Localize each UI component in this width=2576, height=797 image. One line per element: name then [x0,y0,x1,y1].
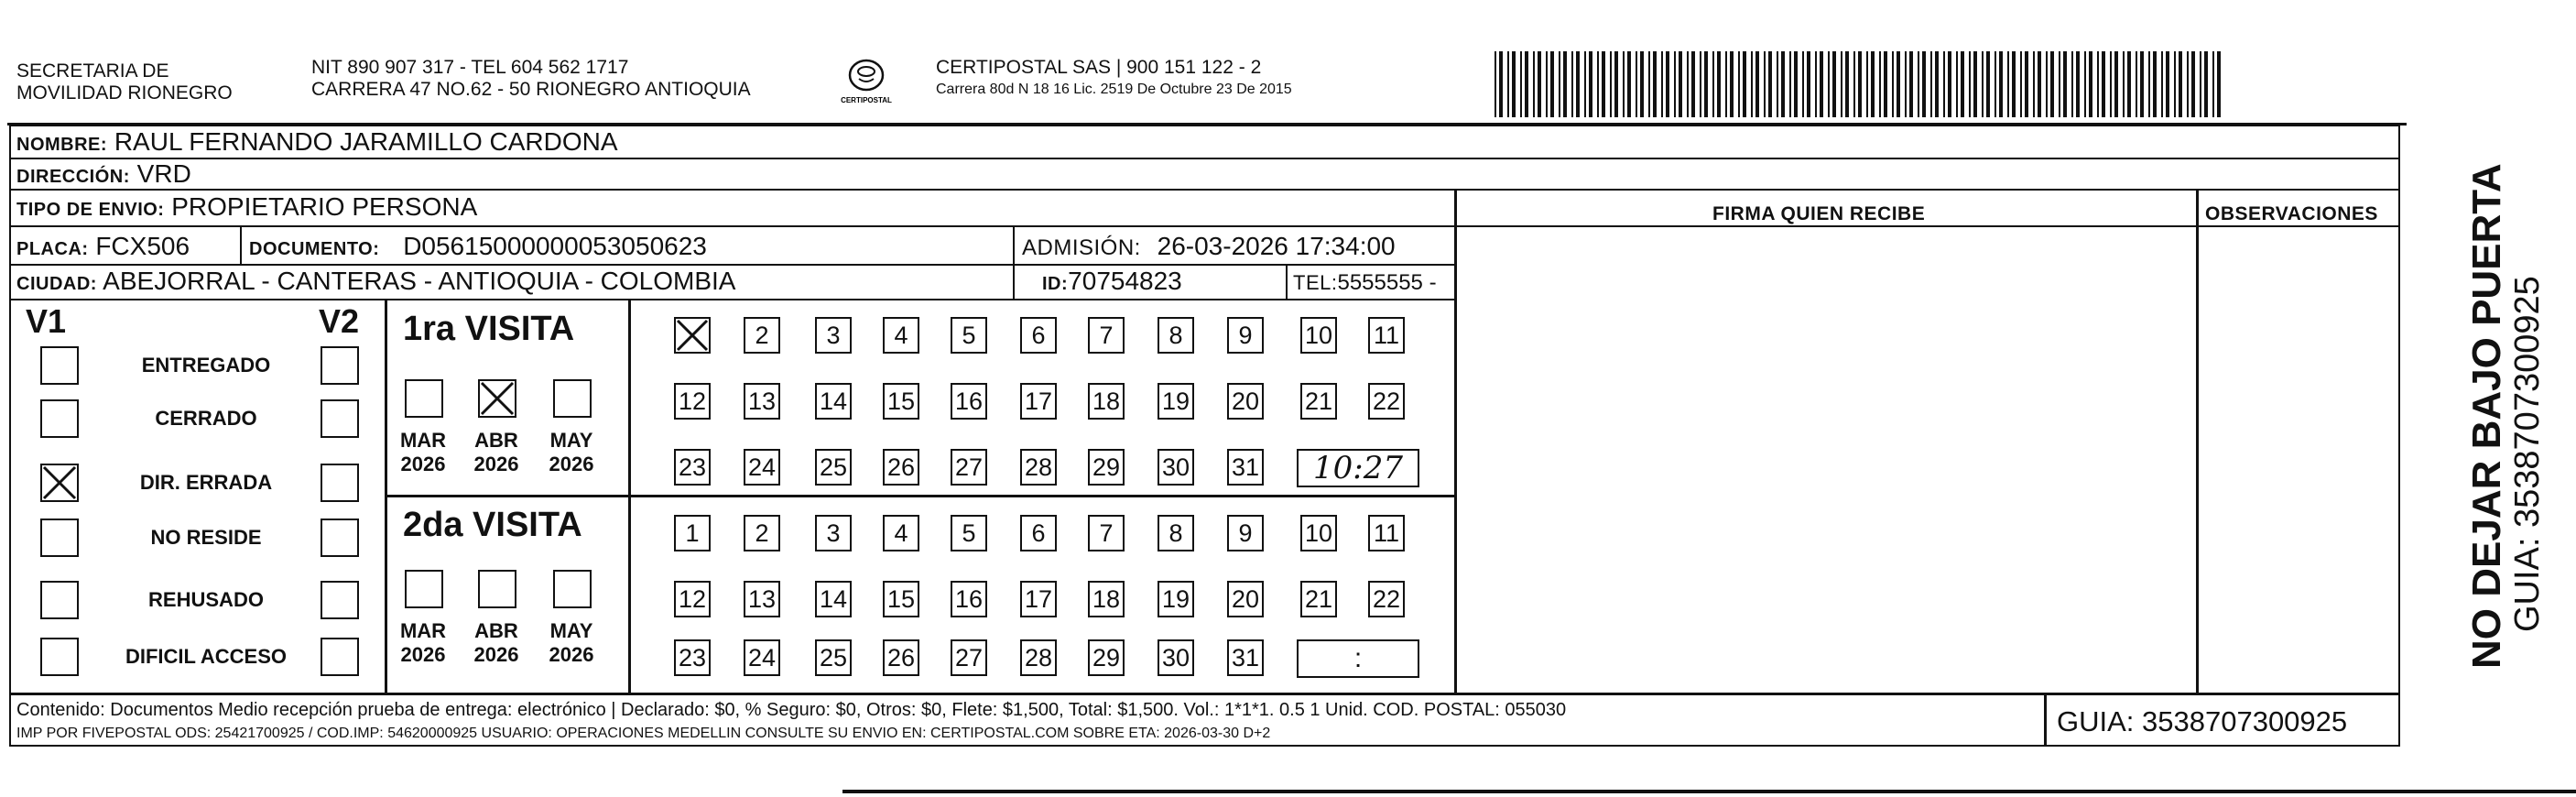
barcode-bar [1815,51,1817,117]
id-label: ID: [1042,274,1069,294]
day-box[interactable]: 5 [951,317,987,354]
barcode-bar [1571,51,1573,117]
day-box[interactable]: 26 [883,449,919,486]
day-box[interactable]: 24 [744,449,780,486]
barcode-bar [1597,51,1599,117]
contenido-text: Contenido: Documentos Medio recepción prueba de entrega: electrónico | Declarado: $0, % Seguro: $0, Otros: $0, Flete: $1,500, Total: $1,500. Vol.: 1*1*1. 0.5 1 Unid. COD. POSTAL: 055030 [16,700,1567,720]
barcode-bar [2191,51,2195,117]
day-box[interactable]: 15 [883,581,919,617]
barcode-bar [1674,51,1676,117]
nombre-row [16,128,618,158]
rule [240,227,242,264]
v2-checkbox[interactable] [321,638,359,676]
barcode-bar [1982,51,1984,117]
day-box[interactable]: 20 [1227,383,1264,420]
barcode-bar [1507,51,1509,117]
barcode-bar [1653,51,1657,117]
barcode-bar [1495,51,1496,117]
barcode-bar [2089,51,2092,117]
day-box[interactable]: 30 [1158,449,1194,486]
rule [1286,266,1288,300]
barcode-bar [1999,51,2003,117]
barcode-bar [1956,51,1958,117]
nombre-value: RAUL FERNANDO JARAMILLO CARDONA [114,127,618,156]
day-box[interactable]: 14 [815,581,852,617]
barcode-bar [1935,51,1939,117]
barcode [1495,51,2225,117]
barcode-bar [1602,51,1605,117]
nombre-label: NOMBRE: [16,135,108,155]
barcode-bar [1512,51,1516,117]
day-box[interactable]: 12 [674,581,711,617]
barcode-bar [1725,51,1727,117]
rule [9,158,2400,159]
time-box[interactable]: : [1297,639,1419,678]
day-box[interactable]: 4 [883,317,919,354]
tipo-row [16,193,477,224]
barcode-bar [2187,51,2189,117]
side-line2: GUIA: 3538707300925 [2508,276,2547,632]
barcode-bar [1520,51,1522,117]
day-box[interactable]: 2 [744,515,780,551]
documento-label: DOCUMENTO: [249,239,380,259]
month-label: MAR 2026 [399,619,447,666]
admision-value: 26-03-2026 17:34:00 [1157,232,1396,260]
barcode-bar [1789,51,1791,117]
placa-label: PLACA: [16,239,89,259]
barcode-bar [2071,51,2073,117]
day-box[interactable]: 18 [1088,383,1125,420]
month-label: MAY 2026 [549,619,594,666]
tel-label: TEL: [1293,271,1338,294]
barcode-bar [1610,51,1612,117]
barcode-bar [1730,51,1734,117]
org-name [16,60,233,104]
day-box[interactable]: 27 [951,449,987,486]
v1-checkbox[interactable] [40,638,79,676]
day-box[interactable]: 6 [1020,317,1057,354]
day-box[interactable]: 8 [1158,515,1194,551]
barcode-bar [2059,51,2060,117]
barcode-bar [1525,51,1528,117]
barcode-bar [1627,51,1631,117]
barcode-bar [2084,51,2086,117]
day-box[interactable]: 30 [1158,639,1194,676]
first-visit-title: 1ra VISITA [403,310,575,348]
barcode-bar [1768,51,1772,117]
barcode-bar [1589,51,1592,117]
barcode-bar [2153,51,2157,117]
barcode-bar [1661,51,1663,117]
footer-guia: GUIA: 3538707300925 [2057,705,2348,737]
barcode-bar [2148,51,2150,117]
barcode-bar [1584,51,1586,117]
rule [385,495,1456,497]
v1-checkbox[interactable] [40,346,79,385]
direccion-label: DIRECCIÓN: [16,167,130,187]
barcode-bar [1973,51,1977,117]
certipostal-logo [835,55,897,108]
barcode-bar [1879,51,1881,117]
second-visit-title: 2da VISITA [403,506,582,544]
barcode-bar [1755,51,1759,117]
status-label: DIFICIL ACCESO [125,645,287,668]
day-box[interactable]: 10 [1300,317,1337,354]
day-box[interactable]: 21 [1300,383,1337,420]
barcode-bar [2012,51,2016,117]
barcode-bar [2020,51,2022,117]
day-box[interactable]: 12 [674,383,711,420]
day-box[interactable]: 4 [883,515,919,551]
observaciones-header: OBSERVACIONES [2205,203,2378,224]
barcode-bar [2200,51,2201,117]
barcode-bar [1764,51,1766,117]
barcode-bar [1717,51,1721,117]
barcode-bar [1751,51,1753,117]
placa-row [16,233,190,263]
barcode-bar [1559,51,1560,117]
nit-block [311,57,751,101]
rule [9,299,1456,300]
documento-row [249,233,707,263]
barcode-bar [1691,51,1695,117]
time-box[interactable]: 10:27 [1297,449,1419,487]
day-box[interactable]: 24 [744,639,780,676]
barcode-bar [1892,51,1894,117]
v1-checkbox[interactable] [40,519,79,557]
day-box[interactable]: 27 [951,639,987,676]
v2-label: V2 [319,302,360,340]
placa-value: FCX506 [95,232,190,260]
barcode-bar [1781,51,1785,117]
barcode-bar [2007,51,2009,117]
day-box[interactable]: 22 [1368,383,1405,420]
day-box[interactable]: 13 [744,383,780,420]
barcode-bar [1884,51,1887,117]
rule [9,264,1456,266]
v2-checkbox[interactable] [321,464,359,502]
day-box[interactable]: 15 [883,383,919,420]
month-checkbox[interactable] [405,570,443,608]
rule [2196,189,2199,693]
day-box[interactable]: 23 [674,449,711,486]
tel-row [1293,269,1437,297]
barcode-bar [1905,51,1907,117]
day-box[interactable]: 28 [1020,639,1057,676]
status-label: DIR. ERRADA [139,471,273,494]
courier-line2: Carrera 80d N 18 16 Lic. 2519 De Octubre 23 De 2015 [936,82,1292,97]
barcode-bar [2127,51,2131,117]
side-text [2465,163,2546,669]
barcode-bar [1832,51,1836,117]
status-label: ENTREGADO [141,354,271,377]
barcode-bar [1841,51,1842,117]
day-box[interactable]: 21 [1300,581,1337,617]
barcode-bar [1828,51,1830,117]
day-box[interactable]: 13 [744,581,780,617]
barcode-bar [2097,51,2099,117]
month-label: ABR 2026 [473,429,519,475]
barcode-bar [1743,51,1746,117]
barcode-bar [2114,51,2118,117]
day-box[interactable]: 9 [1227,317,1264,354]
month-label: MAR 2026 [399,429,447,475]
barcode-bar [1648,51,1650,117]
day-box[interactable]: 2 [744,317,780,354]
direccion-value: VRD [136,159,191,188]
day-box[interactable]: 17 [1020,581,1057,617]
status-label: CERRADO [155,407,257,430]
barcode-bar [2076,51,2080,117]
rule [842,790,2576,793]
day-box[interactable]: 3 [815,515,852,551]
id-row [1042,267,1182,298]
barcode-bar [2063,51,2067,117]
barcode-bar [1871,51,1875,117]
admision-row [1022,233,1396,262]
id-value: 70754823 [1068,267,1182,295]
day-box[interactable]: 31 [1227,639,1264,676]
barcode-bar [1538,51,1541,117]
barcode-bar [2123,51,2125,117]
day-box[interactable]: 25 [815,449,852,486]
barcode-bar [2212,51,2214,117]
barcode-bar [1858,51,1862,117]
status-label: NO RESIDE [150,526,262,549]
status-label: REHUSADO [148,588,264,611]
rule [9,189,2400,191]
barcode-bar [1918,51,1919,117]
barcode-bar [1802,51,1804,117]
barcode-bar [2204,51,2208,117]
day-box[interactable]: 22 [1368,581,1405,617]
day-box[interactable]: 9 [1227,515,1264,551]
org-line1: SECRETARIA DE [16,60,169,82]
nit-line2: CARRERA 47 NO.62 - 50 RIONEGRO ANTIOQUIA [311,79,751,100]
barcode-bar [2166,51,2169,117]
barcode-bar [1969,51,1971,117]
day-box[interactable] [674,317,711,354]
barcode-bar [1909,51,1913,117]
barcode-bar [1794,51,1798,117]
barcode-bar [1807,51,1810,117]
month-checkbox[interactable] [553,570,592,608]
month-checkbox[interactable] [478,570,516,608]
month-label: ABR 2026 [473,619,519,666]
v1-checkbox[interactable] [40,464,79,502]
barcode-bar [1994,51,1996,117]
courier-line1: CERTIPOSTAL SAS | 900 151 122 - 2 [936,57,1262,78]
barcode-bar [1546,51,1548,117]
barcode-bar [1704,51,1708,117]
org-line2: MOVILIDAD RIONEGRO [16,82,233,104]
day-box[interactable]: 25 [815,639,852,676]
month-checkbox[interactable] [405,379,443,418]
rule [9,225,2400,227]
firma-header: FIRMA QUIEN RECIBE [1712,203,1926,224]
admision-label: ADMISIÓN: [1022,235,1141,260]
day-box[interactable]: 19 [1158,383,1194,420]
barcode-bar [2046,51,2048,117]
day-box[interactable]: 16 [951,581,987,617]
day-box[interactable]: 20 [1227,581,1264,617]
day-box[interactable]: 18 [1088,581,1125,617]
barcode-bar [2179,51,2182,117]
barcode-bar [2102,51,2105,117]
barcode-bar [1986,51,1990,117]
barcode-bar [2136,51,2137,117]
rule [9,693,2400,695]
nit-line1: NIT 890 907 317 - TEL 604 562 1717 [311,57,629,78]
day-box[interactable]: 11 [1368,317,1405,354]
rule [2044,693,2047,747]
day-box[interactable]: 23 [674,639,711,676]
barcode-bar [1777,51,1778,117]
day-box[interactable]: 29 [1088,449,1125,486]
barcode-bar [2217,51,2221,117]
v2-checkbox[interactable] [321,581,359,619]
barcode-bar [1930,51,1932,117]
imp-text: IMP POR FIVEPOSTAL ODS: 25421700925 / COD.IMP: 54620000925 USUARIO: OPERACIONES MEDELLIN CONSULTE SU ENVIO EN: CERTIPOSTAL.COM SOBRE ETA: 2026-03-30 D+2 [16,726,1271,741]
day-box[interactable]: 28 [1020,449,1057,486]
day-box[interactable]: 1 [674,515,711,551]
barcode-bar [1666,51,1669,117]
barcode-bar [2161,51,2163,117]
barcode-bar [1623,51,1625,117]
month-label: MAY 2026 [549,429,594,475]
day-box[interactable]: 17 [1020,383,1057,420]
barcode-bar [2174,51,2176,117]
v1-checkbox[interactable] [40,581,79,619]
barcode-bar [1943,51,1945,117]
tipo-label: TIPO DE ENVIO: [16,200,165,220]
svg-text:CERTIPOSTAL: CERTIPOSTAL [841,96,892,104]
day-box[interactable]: 19 [1158,581,1194,617]
ciudad-label: CIUDAD: [16,274,97,294]
barcode-bar [1897,51,1900,117]
barcode-bar [1499,51,1503,117]
barcode-bar [1533,51,1535,117]
ciudad-row [16,267,735,298]
v2-checkbox[interactable] [321,346,359,385]
barcode-bar [1866,51,1868,117]
barcode-bar [1853,51,1855,117]
day-box[interactable]: 6 [1020,515,1057,551]
tipo-value: PROPIETARIO PERSONA [171,192,478,221]
day-box[interactable]: 8 [1158,317,1194,354]
v1-label: V1 [26,302,67,340]
barcode-bar [1712,51,1714,117]
tel-value: 5555555 - [1337,270,1437,295]
barcode-bar [1738,51,1740,117]
barcode-bar [1700,51,1701,117]
barcode-bar [2038,51,2041,117]
barcode-bar [1922,51,1926,117]
barcode-bar [1687,51,1689,117]
ciudad-value: ABEJORRAL - CANTERAS - ANTIOQUIA - COLOMBIA [103,267,736,295]
day-box[interactable]: 16 [951,383,987,420]
barcode-bar [2110,51,2112,117]
month-checkbox[interactable] [478,379,516,418]
barcode-bar [1820,51,1823,117]
barcode-bar [2025,51,2028,117]
day-box[interactable]: 3 [815,317,852,354]
barcode-bar [1550,51,1554,117]
day-box[interactable]: 10 [1300,515,1337,551]
v1-checkbox[interactable] [40,399,79,438]
barcode-bar [1640,51,1644,117]
barcode-bar [2050,51,2054,117]
day-box[interactable]: 14 [815,383,852,420]
direccion-row [16,160,191,191]
courier-block [936,57,1292,99]
v2-checkbox[interactable] [321,399,359,438]
barcode-bar [1679,51,1682,117]
barcode-bar [1636,51,1637,117]
barcode-bar [1614,51,1618,117]
barcode-bar [2140,51,2144,117]
barcode-bar [1845,51,1849,117]
day-box[interactable]: 5 [951,515,987,551]
day-box[interactable]: 31 [1227,449,1264,486]
day-box[interactable]: 29 [1088,639,1125,676]
day-box[interactable]: 26 [883,639,919,676]
v2-checkbox[interactable] [321,519,359,557]
day-box[interactable]: 7 [1088,317,1125,354]
barcode-bar [1948,51,1951,117]
day-box[interactable]: 11 [1368,515,1405,551]
barcode-bar [1563,51,1567,117]
barcode-bar [2033,51,2035,117]
barcode-bar [1576,51,1580,117]
month-checkbox[interactable] [553,379,592,418]
side-line1: NO DEJAR BAJO PUERTA [2464,163,2509,669]
day-box[interactable]: 7 [1088,515,1125,551]
barcode-bar [1961,51,1964,117]
documento-value: D05615000000053050623 [403,232,707,260]
